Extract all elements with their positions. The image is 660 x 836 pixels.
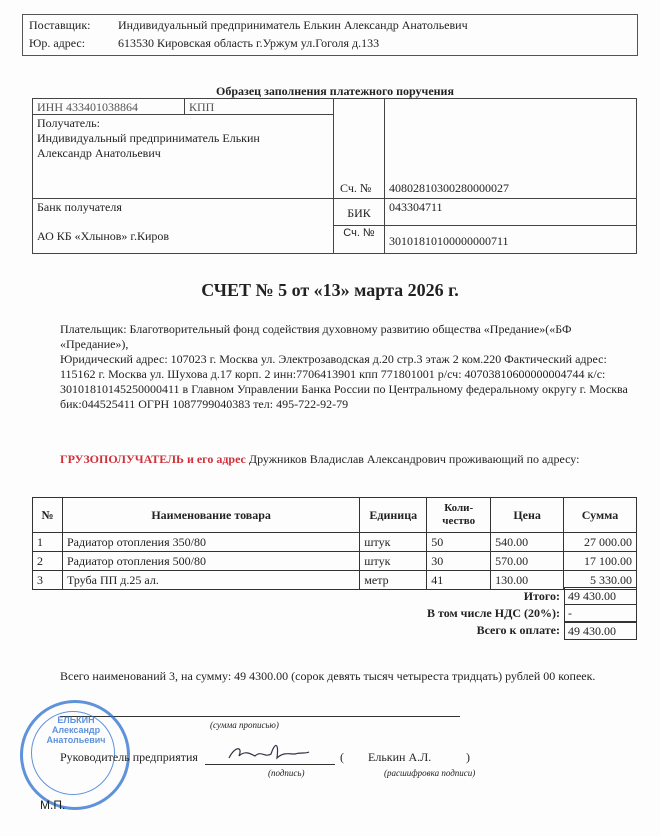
supplier-label: Поставщик: xyxy=(29,18,91,32)
corr-label: Сч. № xyxy=(333,225,385,254)
table-row xyxy=(33,533,637,552)
vat-label: В том числе НДС (20%): xyxy=(427,606,560,620)
cell-name: Радиатор отопления 350/80 xyxy=(62,533,359,552)
cell-name: Радиатор отопления 500/80 xyxy=(62,552,359,571)
due-value: 49 430.00 xyxy=(564,622,637,640)
cell-num: 3 xyxy=(33,571,63,590)
signature-caption: (подпись) xyxy=(268,768,305,778)
bank-cell xyxy=(32,198,334,254)
acc-value-cell xyxy=(384,98,637,199)
cell-unit: метр xyxy=(360,571,427,590)
cell-unit: штук xyxy=(360,552,427,571)
cell-qty: 41 xyxy=(427,571,491,590)
cell-name: Труба ПП д.25 ал. xyxy=(62,571,359,590)
goods-header-row xyxy=(33,498,637,533)
bank-label: Банк получателя xyxy=(37,200,122,214)
col-header: Сумма xyxy=(564,498,637,533)
director-label: Руководитель предприятия xyxy=(60,750,198,764)
paren-open: ( xyxy=(340,750,344,764)
col-header: Цена xyxy=(491,498,564,533)
table-row xyxy=(33,552,637,571)
recipient-label: Получатель: xyxy=(37,116,100,130)
director-name: Елькин А.Л. xyxy=(368,750,432,764)
recipient-cell xyxy=(32,114,334,199)
cell-num: 2 xyxy=(33,552,63,571)
acc-label-cell xyxy=(333,98,385,199)
cell-sum: 27 000.00 xyxy=(564,533,637,552)
goods-table xyxy=(32,497,637,590)
payer-details: Юридический адрес: 107023 г. Москва ул. Электрозаводская д.20 стр.3 этаж 2 ком.220 Фактический адрес: 115162 г. Москва ул. Шухова д.17 корп. 2 инн:7706413901 кпп 771801001 р/сч: 40703810600000004744 к/с: 30101810145250000411 в Главном Управлении Банка России по Центральному федеральному округу г. Москва бик:044525411 ОГРН 1087799040383 тел: 495-722-92-79 xyxy=(60,352,628,411)
corr-value: 30101810100000000711 xyxy=(384,225,637,254)
sum-words-line xyxy=(60,716,460,717)
cell-price: 570.00 xyxy=(491,552,564,571)
summary-text: Всего наименований 3, на сумму: 49 4300.00 (сорок девять тысяч четыреста тридцать) рублей 00 копеек. xyxy=(60,669,596,683)
mp-label: М.П. xyxy=(40,798,66,812)
cell-qty: 30 xyxy=(427,552,491,571)
col-header: Коли-чество xyxy=(427,498,491,533)
cell-price: 540.00 xyxy=(491,533,564,552)
consignee-line xyxy=(60,452,579,467)
supplier-value: Индивидуальный предприниматель Елькин Александр Анатольевич xyxy=(118,18,468,32)
cell-unit: штук xyxy=(360,533,427,552)
payer-label: Плательщик: xyxy=(60,322,127,336)
cell-num: 1 xyxy=(33,533,63,552)
inn-cell: ИНН 433401038864 xyxy=(32,98,185,115)
payer-block xyxy=(60,322,635,412)
address-label: Юр. адрес: xyxy=(29,36,86,50)
cell-qty: 50 xyxy=(427,533,491,552)
paren-close: ) xyxy=(466,750,470,764)
consignee-label: ГРУЗОПОЛУЧАТЕЛЬ и его адрес xyxy=(60,452,246,466)
bik-label: БИК xyxy=(333,198,385,226)
vat-value: - xyxy=(564,604,637,622)
recipient-name: Индивидуальный предприниматель Елькин Александр Анатольевич xyxy=(37,131,260,160)
col-header: Единица xyxy=(360,498,427,533)
acc-value: 40802810300280000027 xyxy=(389,181,509,195)
bik-value: 043304711 xyxy=(384,198,637,226)
total-value: 49 430.00 xyxy=(564,587,637,605)
bank-name: АО КБ «Хлынов» г.Киров xyxy=(37,229,170,243)
stamp-text: ЕЛЬКИН Александр Анатольевич xyxy=(46,715,106,745)
col-header: Наименование товара xyxy=(62,498,359,533)
address-value: 613530 Кировская область г.Уржум ул.Гоголя д.133 xyxy=(118,36,380,50)
payer-name: Благотворительный фонд содействия духовному развитию общества «Предание»(«БФ «Предание»), xyxy=(60,322,572,351)
cell-sum: 5 330.00 xyxy=(564,571,637,590)
col-header: № xyxy=(33,498,63,533)
due-label: Всего к оплате: xyxy=(476,623,560,637)
sum-words-caption: (сумма прописью) xyxy=(210,720,279,730)
kpp-cell: КПП xyxy=(184,98,334,115)
invoice-title: СЧЕТ № 5 от «13» марта 2026 г. xyxy=(201,280,459,300)
supplier-box xyxy=(22,14,638,56)
consignee-text: Дружников Владислав Александрович проживающий по адресу: xyxy=(248,452,580,466)
total-label: Итого: xyxy=(523,589,560,603)
cell-sum: 17 100.00 xyxy=(564,552,637,571)
table-row xyxy=(33,571,637,590)
decode-caption: (расшифровка подписи) xyxy=(384,768,476,778)
acc-label: Сч. № xyxy=(340,181,372,195)
signature-icon xyxy=(225,740,315,766)
cell-price: 130.00 xyxy=(491,571,564,590)
payment-sample-title: Образец заполнения платежного поручения xyxy=(216,84,454,98)
